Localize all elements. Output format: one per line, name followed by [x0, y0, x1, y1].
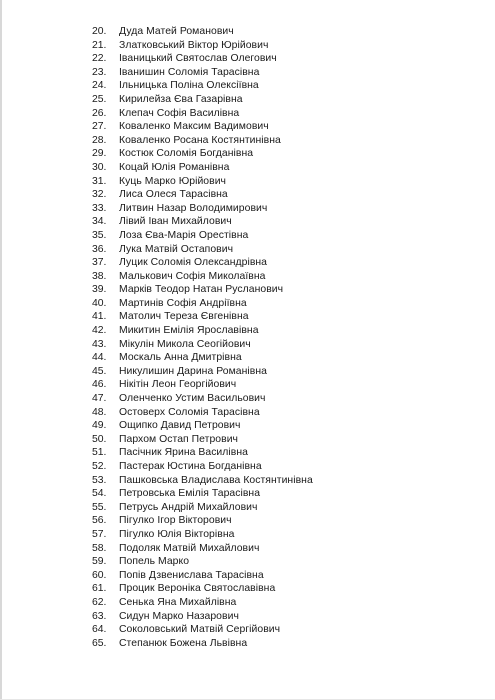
list-item: [92, 134, 313, 148]
list-item: [92, 120, 313, 134]
list-item: [92, 310, 313, 324]
list-item-number: 24.: [92, 80, 107, 92]
list-item-name: Іванишин Соломія Тарасівна: [119, 66, 260, 78]
list-item: [92, 474, 313, 488]
student-list: [92, 25, 313, 650]
list-item: [92, 555, 313, 569]
list-item: [92, 161, 313, 175]
list-item-name: Коваленко Максим Вадимович: [119, 121, 269, 133]
list-item: [92, 596, 313, 610]
list-item-number: 26.: [92, 107, 107, 119]
list-item: [92, 297, 313, 311]
list-item-number: 35.: [92, 229, 107, 241]
list-item-name: Лиса Олеся Тарасівна: [119, 189, 228, 201]
list-item: [92, 256, 313, 270]
list-item-number: 56.: [92, 515, 107, 527]
list-item-number: 46.: [92, 379, 107, 391]
list-item-name: Матолич Тереза Євгенівна: [119, 311, 249, 323]
list-item-name: Лука Матвій Остапович: [119, 243, 234, 255]
list-item-name: Мікулін Микола Сеогійович: [119, 338, 251, 350]
list-item: [92, 324, 313, 338]
list-item-number: 31.: [92, 175, 107, 187]
list-item-number: 25.: [92, 93, 107, 105]
list-item-name: Златковський Віктор Юрійович: [119, 39, 269, 51]
list-item-name: Петрусь Андрій Михайлович: [119, 501, 258, 513]
list-item: [92, 351, 313, 365]
list-item-name: Ощипко Давид Петрович: [119, 420, 241, 432]
list-item-name: Литвин Назар Володимирович: [119, 202, 268, 214]
list-item-name: Нікітін Леон Георгійович: [119, 379, 237, 391]
list-item: [92, 446, 313, 460]
list-item: [92, 243, 313, 257]
list-item: [92, 487, 313, 501]
list-item-name: Попель Марко: [119, 556, 190, 568]
list-item-name: Малькович Софія Миколаївна: [119, 270, 266, 282]
list-item-name: Мартинів Софія Андріївна: [119, 297, 247, 309]
list-item-number: 37.: [92, 257, 107, 269]
list-item-name: Іваницький Святослав Олегович: [119, 53, 277, 65]
list-item-name: Кирилейза Єва Газарівна: [119, 93, 243, 105]
list-item-number: 21.: [92, 39, 107, 51]
list-item: [92, 392, 313, 406]
list-item-number: 22.: [92, 53, 107, 65]
list-item-name: Москаль Анна Дмитрівна: [119, 352, 242, 364]
list-item: [92, 501, 313, 515]
list-item-number: 36.: [92, 243, 107, 255]
list-item-number: 28.: [92, 134, 107, 146]
list-item-number: 44.: [92, 352, 107, 364]
list-item-number: 64.: [92, 624, 107, 636]
list-item-name: Степанюк Божена Львівна: [119, 637, 248, 649]
list-item-name: Никулишин Дарина Романівна: [119, 365, 267, 377]
list-item-name: Пархом Остап Петрович: [119, 433, 239, 445]
list-item-name: Микитин Емілія Ярославівна: [119, 325, 259, 337]
list-item-name: Дуда Матей Романович: [119, 26, 234, 37]
list-item-number: 27.: [92, 121, 107, 133]
list-item-name: Пігулко Юлія Вікторівна: [119, 528, 235, 540]
list-item-number: 20.: [92, 26, 107, 37]
list-item-number: 52.: [92, 461, 107, 472]
list-item: [92, 188, 313, 202]
list-item-number: 58.: [92, 542, 107, 554]
list-item: [92, 582, 313, 596]
list-item-number: 49.: [92, 420, 107, 432]
list-item-name: Подоляк Матвій Михайлович: [119, 542, 260, 554]
list-item-name: Марків Теодор Натан Русланович: [119, 284, 284, 296]
list-item-number: 47.: [92, 393, 107, 405]
list-item-number: 60.: [92, 569, 107, 581]
list-item-number: 33.: [92, 202, 107, 214]
list-item-name: Соколовський Матвій Сергійович: [119, 624, 281, 636]
list-item-number: 38.: [92, 270, 107, 282]
list-item-number: 39.: [92, 284, 107, 296]
list-item: [92, 569, 313, 583]
list-item-name: Пастерак Юстина Богданівна: [119, 461, 262, 472]
list-item-name: Костюк Соломія Богданівна: [119, 148, 254, 160]
list-item-number: 40.: [92, 297, 107, 309]
list-item: [92, 637, 313, 651]
list-item-name: Клепач Софія Василівна: [119, 107, 240, 119]
list-item-name: Процик Вероніка Святославівна: [119, 583, 276, 595]
list-item: [92, 542, 313, 556]
list-item-name: Петровська Емілія Тарасівна: [119, 488, 261, 500]
list-item: [92, 25, 313, 39]
list-item-number: 23.: [92, 66, 107, 78]
list-item-number: 57.: [92, 528, 107, 540]
list-item-number: 41.: [92, 311, 107, 323]
list-item-number: 43.: [92, 338, 107, 350]
list-item: [92, 433, 313, 447]
list-item-number: 30.: [92, 161, 107, 173]
list-item-name: Ільницька Поліна Олексіївна: [119, 80, 259, 92]
list-item: [92, 52, 313, 66]
list-item-number: 48.: [92, 406, 107, 418]
list-item: [92, 419, 313, 433]
list-item-number: 62.: [92, 596, 107, 608]
list-item: [92, 215, 313, 229]
list-item: [92, 93, 313, 107]
list-item-name: Лівий Іван Михайлович: [119, 216, 232, 228]
list-item: [92, 338, 313, 352]
list-item-name: Пасічник Ярина Василівна: [119, 447, 248, 459]
list-item-number: 63.: [92, 610, 107, 622]
list-item: [92, 623, 313, 637]
list-item-name: Луцик Соломія Олександрівна: [119, 257, 268, 269]
list-item: [92, 460, 313, 474]
list-item-number: 32.: [92, 189, 107, 201]
list-item: [92, 270, 313, 284]
list-item-number: 54.: [92, 488, 107, 500]
list-item-number: 51.: [92, 447, 107, 459]
list-item-name: Коцай Юлія Романівна: [119, 161, 230, 173]
list-item-name: Пігулко Ігор Вікторович: [119, 515, 232, 527]
list-item: [92, 610, 313, 624]
list-item-number: 34.: [92, 216, 107, 228]
list-item: [92, 378, 313, 392]
list-item-name: Пашковська Владислава Костянтинівна: [119, 474, 313, 486]
list-item: [92, 175, 313, 189]
list-item-number: 53.: [92, 474, 107, 486]
list-item: [92, 528, 313, 542]
list-item-number: 59.: [92, 556, 107, 568]
list-item-name: Остоверх Соломія Тарасівна: [119, 406, 260, 418]
list-item-name: Попів Дзвенислава Тарасівна: [119, 569, 264, 581]
list-item-number: 42.: [92, 325, 107, 337]
list-item-name: Сенька Яна Михайлівна: [119, 596, 237, 608]
list-item: [92, 66, 313, 80]
list-item: [92, 107, 313, 121]
list-item: [92, 79, 313, 93]
list-item-number: 55.: [92, 501, 107, 513]
list-item-number: 61.: [92, 583, 107, 595]
list-item: [92, 229, 313, 243]
list-item: [92, 406, 313, 420]
list-item-name: Оленченко Устим Васильович: [119, 393, 266, 405]
list-item: [92, 202, 313, 216]
list-item-number: 65.: [92, 637, 107, 649]
list-item: [92, 365, 313, 379]
list-item-number: 29.: [92, 148, 107, 160]
list-item-number: 50.: [92, 433, 107, 445]
list-item-name: Куць Марко Юрійович: [119, 175, 227, 187]
list-item: [92, 39, 313, 53]
list-item: [92, 283, 313, 297]
list-item-name: Лоза Єва-Марія Орестівна: [119, 229, 249, 241]
list-item: [92, 147, 313, 161]
list-item-number: 45.: [92, 365, 107, 377]
list-item: [92, 514, 313, 528]
scan-left-edge: [0, 0, 2, 700]
list-item-name: Коваленко Росана Костянтинівна: [119, 134, 281, 146]
list-item-name: Сидун Марко Назарович: [119, 610, 239, 622]
